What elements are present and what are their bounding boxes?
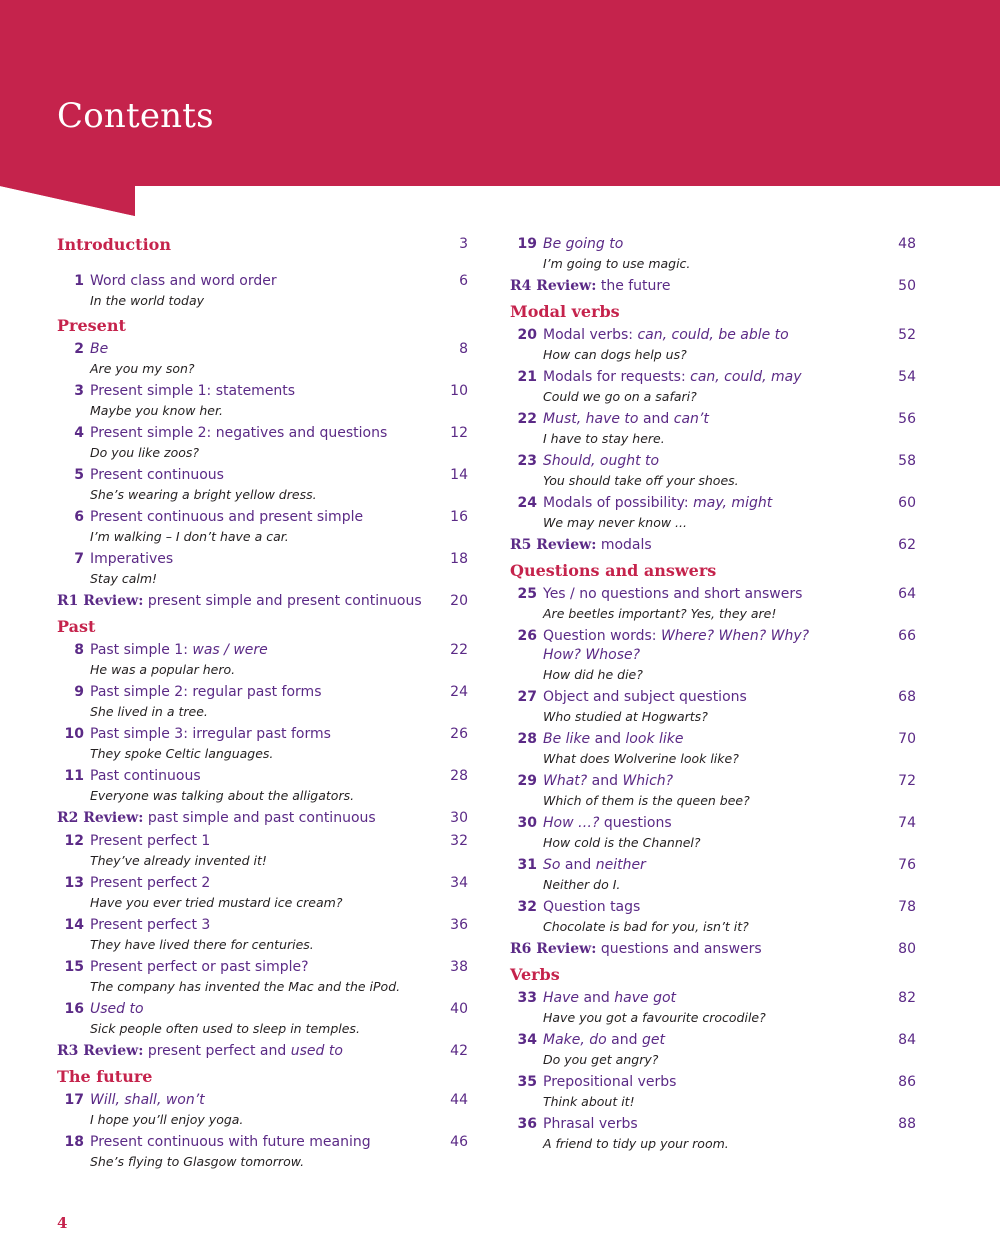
unit-1[interactable] (57, 272, 468, 310)
unit-title: Phrasal verbs (543, 1116, 638, 1132)
unit-number: 34 (517, 1032, 537, 1048)
unit-number: 1 (74, 273, 84, 289)
unit-26[interactable] (510, 627, 916, 684)
review-r2[interactable] (57, 809, 468, 828)
unit-number: 6 (74, 509, 84, 525)
contents-left-column (57, 235, 468, 1175)
unit-number: 29 (517, 773, 537, 789)
page-ref: 88 (898, 1116, 916, 1132)
review-title: modals (600, 537, 652, 553)
unit-number: 10 (64, 726, 84, 742)
page-ref: 66 (898, 628, 916, 644)
unit-number: 30 (517, 815, 537, 831)
unit-example: Could we go on a safari? (543, 389, 697, 404)
unit-number: 3 (74, 383, 84, 399)
unit-11[interactable] (57, 767, 468, 805)
unit-example: What does Wolverine look like? (543, 751, 739, 766)
unit-14[interactable] (57, 916, 468, 954)
review-title: present simple and present continuous (147, 593, 422, 609)
unit-example: Who studied at Hogwarts? (543, 709, 708, 724)
page-ref: 34 (450, 875, 468, 891)
unit-number: 23 (517, 453, 537, 469)
unit-35[interactable] (510, 1073, 916, 1111)
page-ref: 52 (898, 327, 916, 343)
page-ref: 56 (898, 411, 916, 427)
page-ref: 32 (450, 833, 468, 849)
unit-example: The company has invented the Mac and the iPod. (90, 979, 401, 994)
unit-number: 21 (517, 369, 537, 385)
unit-example: Maybe you know her. (90, 403, 223, 418)
unit-title: Imperatives (90, 551, 174, 567)
unit-number: 5 (74, 467, 84, 483)
page-ref: 60 (898, 495, 916, 511)
unit-title: Present simple 2: negatives and questions (90, 425, 388, 441)
unit-example: You should take off your shoes. (543, 473, 739, 488)
unit-32[interactable] (510, 898, 916, 936)
unit-number: 27 (517, 689, 537, 705)
unit-example: Have you ever tried mustard ice cream? (90, 895, 343, 910)
unit-2[interactable] (57, 340, 468, 378)
unit-number: 2 (74, 341, 84, 357)
unit-example: We may never know ... (543, 515, 687, 530)
section-present: Present (57, 316, 126, 335)
page-ref: 44 (450, 1092, 468, 1108)
unit-number: 19 (517, 236, 537, 252)
page-ref: 40 (450, 1001, 468, 1017)
page-ref: 48 (898, 236, 916, 252)
unit-title: Present perfect 1 (90, 833, 211, 849)
unit-21[interactable] (510, 368, 916, 406)
unit-number: 32 (517, 899, 537, 915)
page-ref: 10 (450, 383, 468, 399)
section-past: Past (57, 617, 96, 636)
unit-24[interactable] (510, 494, 916, 532)
unit-number: 20 (517, 327, 537, 343)
unit-example: How did he die? (543, 667, 643, 682)
unit-28[interactable] (510, 730, 916, 768)
unit-title: Past simple 3: irregular past forms (90, 726, 331, 742)
unit-example: I’m going to use magic. (543, 256, 691, 271)
unit-31[interactable] (510, 856, 916, 894)
unit-title: Present continuous and present simple (90, 509, 364, 525)
unit-title: Modal verbs: can, could, be able to (543, 327, 789, 343)
review-code: R6 Review: (510, 941, 597, 957)
page-ref: 54 (898, 369, 916, 385)
unit-example: She’s wearing a bright yellow dress. (90, 487, 317, 502)
unit-example: Neither do I. (543, 877, 621, 892)
page-ref: 78 (898, 899, 916, 915)
page-ref: 24 (450, 684, 468, 700)
review-code: R5 Review: (510, 537, 597, 553)
unit-7[interactable] (57, 550, 468, 588)
unit-number: 4 (74, 425, 84, 441)
unit-example: In the world today (90, 293, 205, 308)
contents-right-column (510, 235, 916, 1157)
unit-13[interactable] (57, 874, 468, 912)
unit-34[interactable] (510, 1031, 916, 1069)
unit-title: So and neither (543, 857, 646, 873)
unit-example: Are beetles important? Yes, they are! (543, 606, 777, 621)
unit-example: Everyone was talking about the alligators. (90, 788, 355, 803)
unit-number: 14 (64, 917, 84, 933)
review-code: R3 Review: (57, 1043, 144, 1059)
unit-title: Must, have to and can’t (543, 411, 709, 427)
unit-title: Make, do and get (543, 1032, 665, 1048)
page-ref: 68 (898, 689, 916, 705)
unit-title: Yes / no questions and short answers (543, 586, 803, 602)
review-r1[interactable] (57, 592, 468, 611)
unit-title: Prepositional verbs (543, 1074, 677, 1090)
unit-number: 33 (517, 990, 537, 1006)
unit-title: Past continuous (90, 768, 201, 784)
page-ref: 62 (898, 537, 916, 553)
unit-example: Stay calm! (90, 571, 158, 586)
unit-example: She’s flying to Glasgow tomorrow. (90, 1154, 305, 1169)
page-ref: 84 (898, 1032, 916, 1048)
unit-title: Have and have got (543, 990, 677, 1006)
section-title: Introduction (57, 235, 171, 254)
section-modal-verbs: Modal verbs (510, 302, 620, 321)
review-r5[interactable] (510, 536, 916, 555)
page-ref: 16 (450, 509, 468, 525)
section-questions-answers: Questions and answers (510, 561, 717, 580)
unit-title: Question words: Where? When? Why? How? Whose? (543, 628, 810, 663)
section-verbs: Verbs (510, 965, 560, 984)
page-ref: 42 (450, 1043, 468, 1059)
unit-title: Word class and word order (90, 273, 277, 289)
review-title: the future (600, 278, 671, 294)
page-number: 4 (57, 1214, 68, 1232)
unit-title: Be like and look like (543, 731, 684, 747)
section-future: The future (57, 1067, 153, 1086)
unit-number: 24 (517, 495, 537, 511)
unit-example: Which of them is the queen bee? (543, 793, 750, 808)
page-ref: 70 (898, 731, 916, 747)
unit-29[interactable] (510, 772, 916, 810)
unit-number: 22 (517, 411, 537, 427)
unit-5[interactable] (57, 466, 468, 504)
unit-number: 8 (74, 642, 84, 658)
unit-9[interactable] (57, 683, 468, 721)
page-ref: 86 (898, 1074, 916, 1090)
unit-3[interactable] (57, 382, 468, 420)
unit-example: Chocolate is bad for you, isn’t it? (543, 919, 749, 934)
page-ref: 30 (450, 810, 468, 826)
unit-example: Have you got a favourite crocodile? (543, 1010, 766, 1025)
unit-example: How can dogs help us? (543, 347, 687, 362)
unit-25[interactable] (510, 585, 916, 623)
unit-title: Present continuous with future meaning (90, 1134, 371, 1150)
unit-title: Past simple 2: regular past forms (90, 684, 322, 700)
review-r6[interactable] (510, 940, 916, 959)
review-code: R2 Review: (57, 810, 144, 826)
page-ref: 64 (898, 586, 916, 602)
unit-example: I have to stay here. (543, 431, 665, 446)
section-introduction[interactable] (57, 235, 468, 255)
unit-4[interactable] (57, 424, 468, 462)
page-title: Contents (57, 96, 214, 136)
unit-example: How cold is the Channel? (543, 835, 701, 850)
page-ref: 3 (459, 236, 468, 252)
unit-example: Are you my son? (90, 361, 195, 376)
page-ref: 20 (450, 593, 468, 609)
unit-title: Question tags (543, 899, 641, 915)
unit-title: Be going to (543, 236, 624, 252)
unit-number: 16 (64, 1001, 84, 1017)
review-code: R4 Review: (510, 278, 597, 294)
unit-title: Present simple 1: statements (90, 383, 296, 399)
page-ref: 50 (898, 278, 916, 294)
unit-20[interactable] (510, 326, 916, 364)
unit-title: Present perfect 3 (90, 917, 211, 933)
unit-example: They’ve already invented it! (90, 853, 267, 868)
unit-12[interactable] (57, 832, 468, 870)
unit-number: 13 (64, 875, 84, 891)
unit-number: 18 (64, 1134, 84, 1150)
unit-title: Object and subject questions (543, 689, 747, 705)
unit-number: 26 (517, 628, 537, 644)
page-ref: 12 (450, 425, 468, 441)
unit-number: 25 (517, 586, 537, 602)
unit-15[interactable] (57, 958, 468, 996)
page-ref: 22 (450, 642, 468, 658)
page-ref: 6 (459, 273, 468, 289)
unit-6[interactable] (57, 508, 468, 546)
unit-title: Modals of possibility: may, might (543, 495, 773, 511)
unit-33[interactable] (510, 989, 916, 1027)
page-ref: 8 (459, 341, 468, 357)
review-title: past simple and past continuous (147, 810, 376, 826)
unit-number: 36 (517, 1116, 537, 1132)
unit-number: 11 (64, 768, 84, 784)
unit-number: 7 (74, 551, 84, 567)
page-ref: 58 (898, 453, 916, 469)
unit-22[interactable] (510, 410, 916, 448)
page-ref: 74 (898, 815, 916, 831)
unit-number: 9 (74, 684, 84, 700)
unit-example: They have lived there for centuries. (90, 937, 314, 952)
unit-title: Past simple 1: was / were (90, 642, 268, 658)
unit-title: How …? questions (543, 815, 672, 831)
page-ref: 18 (450, 551, 468, 567)
unit-27[interactable] (510, 688, 916, 726)
unit-number: 15 (64, 959, 84, 975)
unit-example: Think about it! (543, 1094, 635, 1109)
unit-16[interactable] (57, 1000, 468, 1038)
unit-example: A friend to tidy up your room. (543, 1136, 729, 1151)
page-ref: 82 (898, 990, 916, 1006)
review-code: R1 Review: (57, 593, 144, 609)
unit-17[interactable] (57, 1091, 468, 1129)
unit-example: He was a popular hero. (90, 662, 236, 677)
unit-number: 28 (517, 731, 537, 747)
page-ref: 80 (898, 941, 916, 957)
page-ref: 72 (898, 773, 916, 789)
unit-number: 31 (517, 857, 537, 873)
page-ref: 14 (450, 467, 468, 483)
unit-example: Sick people often used to sleep in temples. (90, 1021, 360, 1036)
page-ref: 76 (898, 857, 916, 873)
unit-example: She lived in a tree. (90, 704, 208, 719)
unit-23[interactable] (510, 452, 916, 490)
unit-10[interactable] (57, 725, 468, 763)
unit-number: 17 (64, 1092, 84, 1108)
unit-title: Modals for requests: can, could, may (543, 369, 802, 385)
unit-example: They spoke Celtic languages. (90, 746, 274, 761)
unit-example: Do you get angry? (543, 1052, 659, 1067)
page-ref: 28 (450, 768, 468, 784)
review-r3[interactable] (57, 1042, 468, 1061)
unit-example: I’m walking – I don’t have a car. (90, 529, 289, 544)
page-ref: 46 (450, 1134, 468, 1150)
unit-title: Present continuous (90, 467, 224, 483)
page-ref: 38 (450, 959, 468, 975)
unit-8[interactable] (57, 641, 468, 679)
unit-example: I hope you’ll enjoy yoga. (90, 1112, 244, 1127)
unit-title: Present perfect or past simple? (90, 959, 309, 975)
unit-number: 12 (64, 833, 84, 849)
review-title: present perfect and used to (147, 1043, 343, 1059)
unit-title: Present perfect 2 (90, 875, 211, 891)
unit-30[interactable] (510, 814, 916, 852)
unit-18[interactable] (57, 1133, 468, 1171)
unit-title: Be (90, 341, 109, 357)
unit-title: What? and Which? (543, 773, 674, 789)
page-ref: 26 (450, 726, 468, 742)
unit-number: 35 (517, 1074, 537, 1090)
unit-title: Will, shall, won’t (90, 1092, 205, 1108)
unit-title: Used to (90, 1001, 144, 1017)
review-title: questions and answers (600, 941, 762, 957)
page-ref: 36 (450, 917, 468, 933)
unit-title: Should, ought to (543, 453, 660, 469)
unit-19[interactable] (510, 235, 916, 273)
review-r4[interactable] (510, 277, 916, 296)
unit-36[interactable] (510, 1115, 916, 1153)
unit-example: Do you like zoos? (90, 445, 200, 460)
